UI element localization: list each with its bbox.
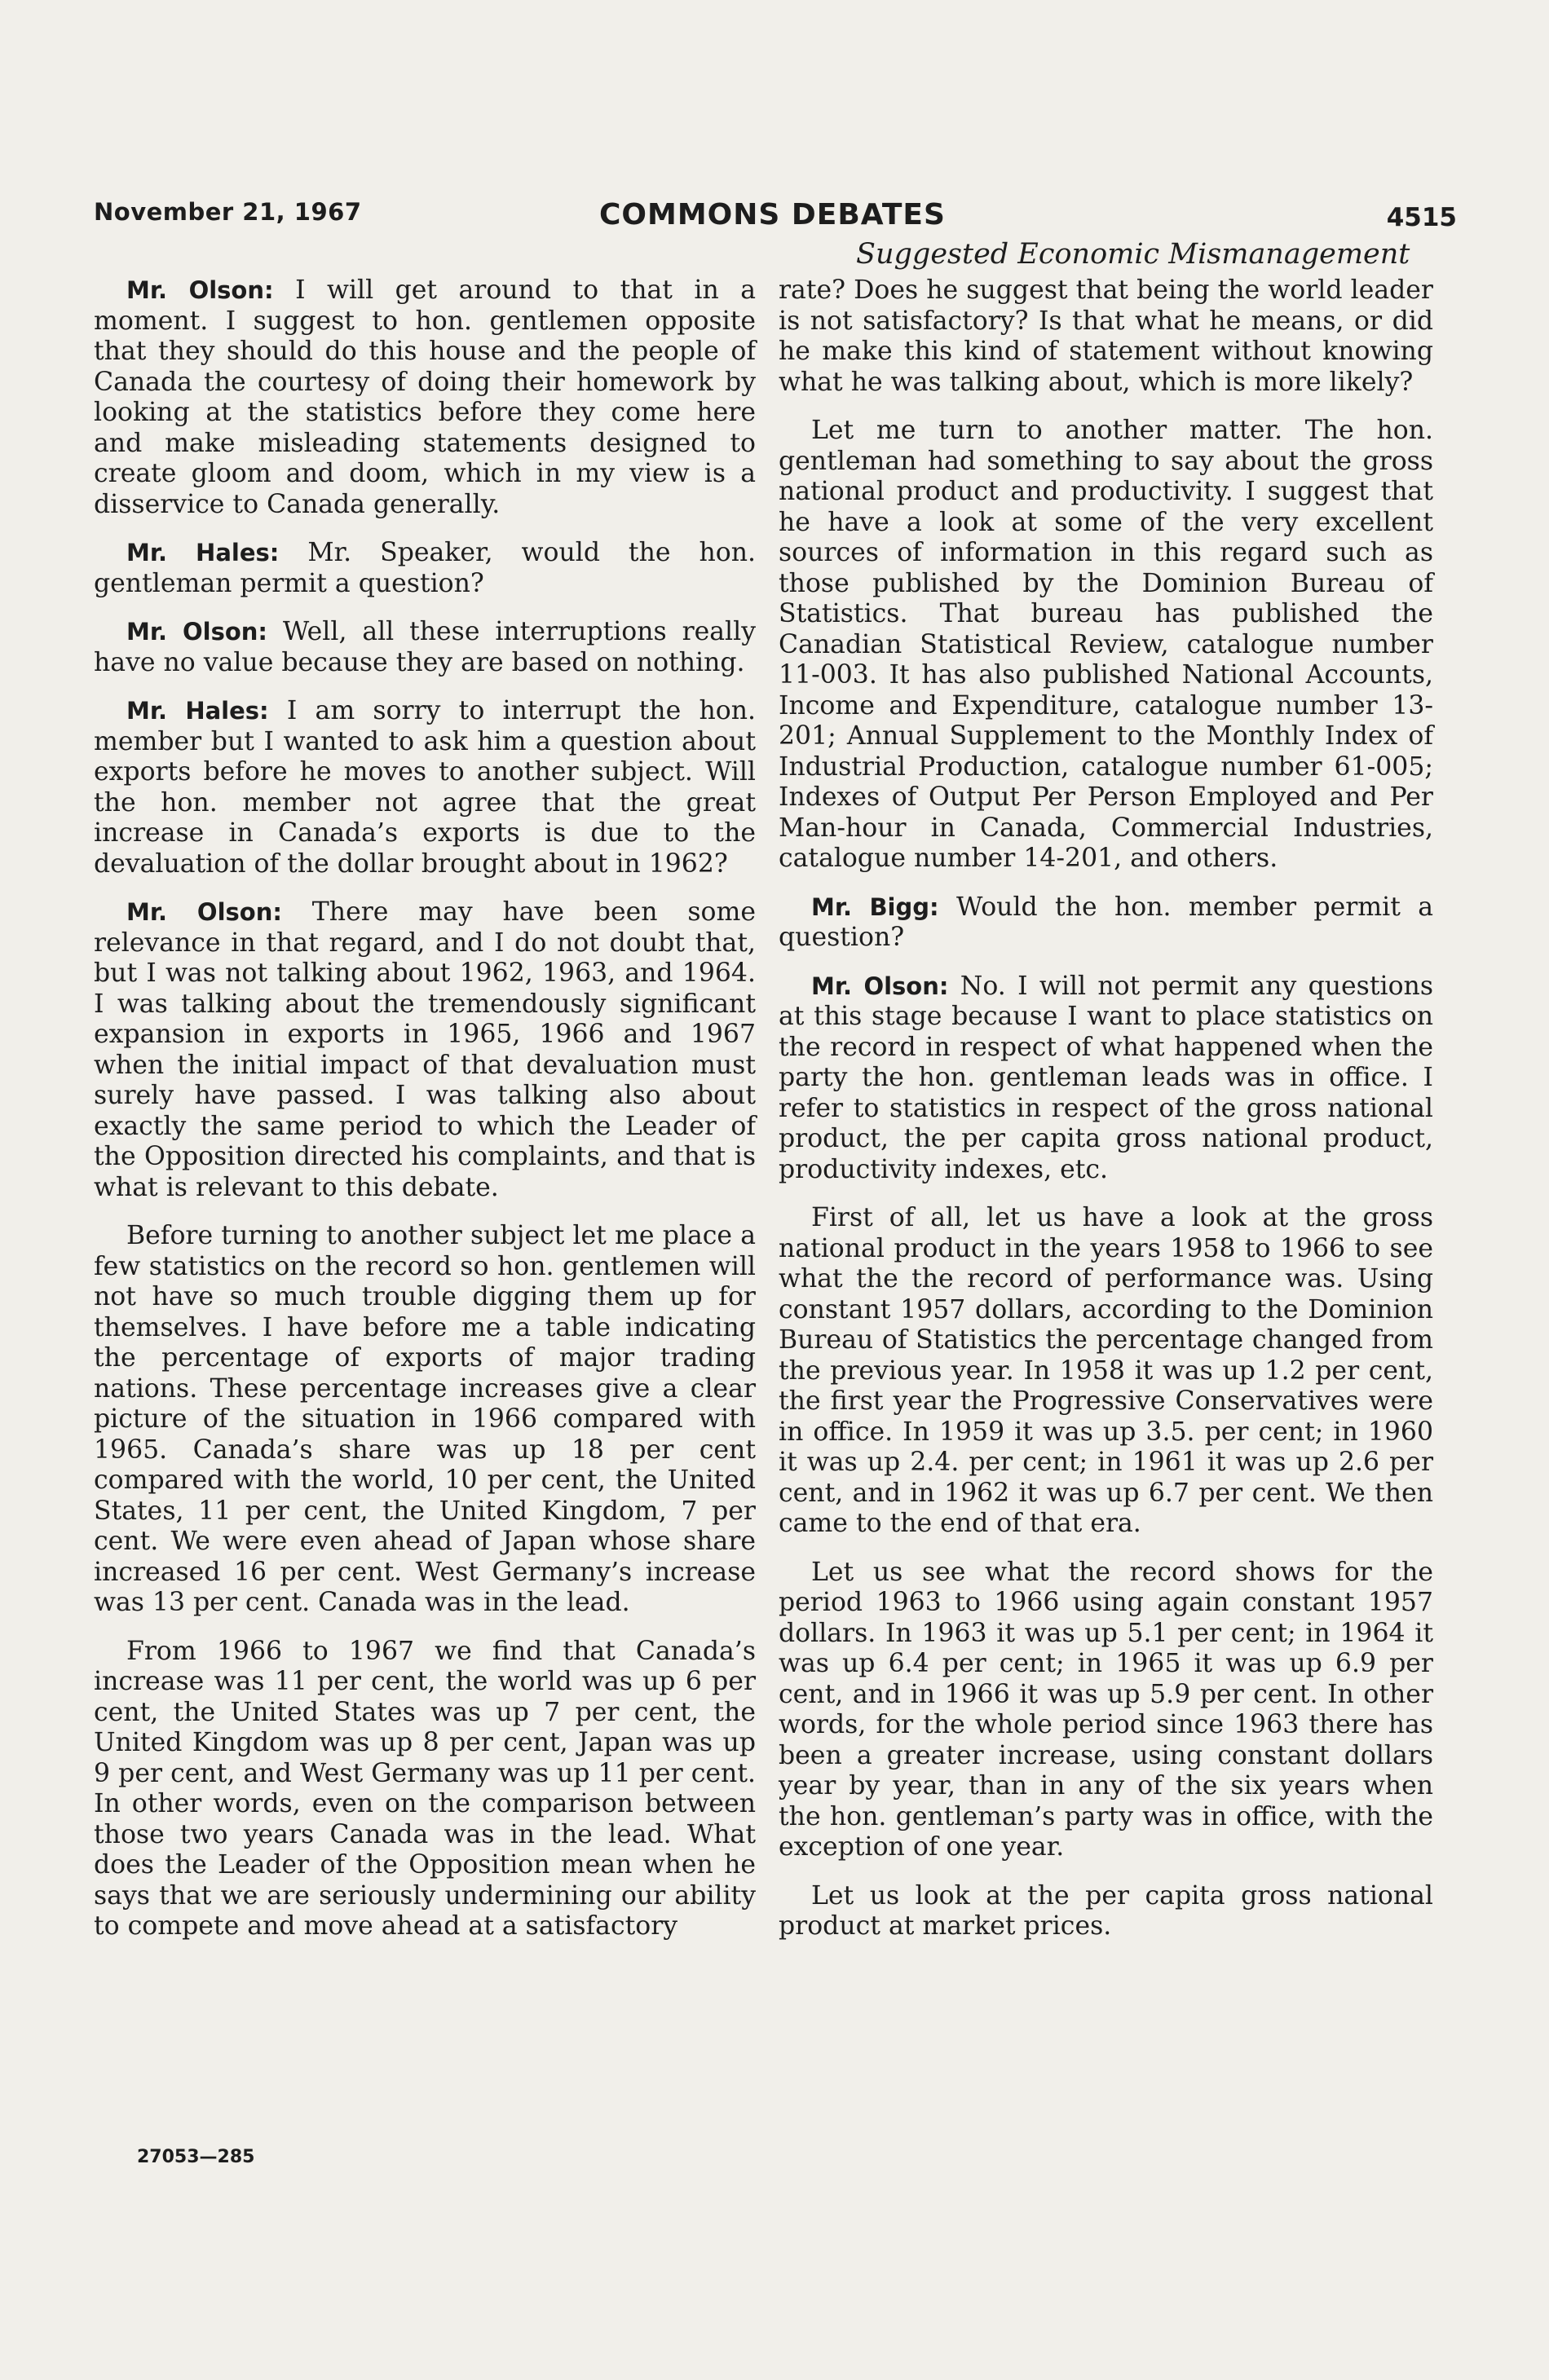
paragraph-text: Let us look at the per capita gross national product at market prices. bbox=[779, 1880, 1433, 1941]
speaker-name: Mr. Olson: bbox=[126, 618, 267, 646]
speaker-name: Mr. Bigg: bbox=[811, 892, 939, 921]
speaker-name: Mr. Hales: bbox=[126, 539, 280, 566]
paragraph-text: Before turning to another subject let me place a few statistics on the record so hon. gentlemen will not have so much trouble digging them up for themselves. I have before me a table indicating the percentage of exports of major trading nations. These percentage increases give a clear picture of the situation in 1966 compared with 1965. Canada’s share was up 18 per cent compared with the world, 10 per cent, the United States, 11 per cent, the United Kingdom, 7 per cent. We were even ahead of Japan whose share increased 16 per cent. West Germany’s increase was 13 per cent. Canada was in the lead. bbox=[94, 1221, 756, 1617]
paragraph-text: No. I will not permit any questions at this stage because I want to place statistics on the record in respect of what happened when the party the hon. gentleman leads was in office. I refer to statistics in respect of the gross national product, the per capita gross national product, productivity indexes, etc. bbox=[779, 971, 1433, 1184]
paragraph bbox=[779, 1881, 1433, 1942]
paragraph bbox=[779, 972, 1433, 1186]
page-date: November 21, 1967 bbox=[94, 198, 362, 226]
paragraph bbox=[779, 1203, 1433, 1540]
paragraph-text: I am sorry to interrupt the hon. member but I wanted to ask him a question about exports before he moves to another subject. Will the hon. member not agree that the great increase in Canada’s exports is due to the devaluation of the dollar brought about in 1962? bbox=[94, 696, 756, 879]
paragraph bbox=[779, 892, 1433, 954]
speaker-name: Mr. Olson: bbox=[126, 276, 274, 304]
speaker-name: Mr. Olson: bbox=[126, 898, 282, 926]
page-subtitle: Suggested Economic Mismanagement bbox=[856, 238, 1410, 271]
left-column bbox=[94, 275, 756, 1960]
paragraph bbox=[779, 1558, 1433, 1863]
paragraph-text: First of all, let us have a look at the gross national product in the years 1958 to 1966 to see what the the record of performance was. Using constant 1957 dollars, according to the Dominion Bureau of Statistics the percentage changed from the previous year. In 1958 it was up 1.2 per cent, the first year the Progressive Conservatives were in office. In 1959 it was up 3.5. per cent; in 1960 it was up 2.4. per cent; in 1961 it was up 2.6 per cent, and in 1962 it was up 6.7 per cent. We then came to the end of that era. bbox=[779, 1203, 1433, 1538]
paragraph bbox=[94, 1221, 756, 1619]
paragraph-text: Let me turn to another matter. The hon. gentleman had something to say about the gross national product and productivity. I suggest that he have a look at some of the very excellent sources of information in this regard such as those published by the Dominion Bureau of Statistics. That bureau has published the Canadian Statistical Review, catalogue number 11-003. It has also published National Accounts, Income and Expenditure, catalogue number 13-201; Annual Supplement to the Monthly Index of Industrial Production, catalogue number 61-005; Indexes of Output Per Person Employed and Per Man-hour in Canada, Commercial Industries, catalogue number 14-201, and others. bbox=[779, 416, 1433, 873]
paragraph bbox=[779, 275, 1433, 398]
paragraph-text: rate? Does he suggest that being the world leader is not satisfactory? Is that what he means, or did he make this kind of statement without knowing what he was talking about, which is more likely? bbox=[779, 275, 1433, 397]
paragraph bbox=[94, 538, 756, 599]
paragraph bbox=[94, 696, 756, 879]
page-title: COMMONS DEBATES bbox=[599, 198, 946, 231]
paragraph-text: Well, all these interruptions really have no value because they are based on nothing. bbox=[94, 617, 756, 677]
paragraph-text: From 1966 to 1967 we find that Canada’s increase was 11 per cent, the world was up 6 per cent, the United States was up 7 per cent, the United Kingdom was up 8 per cent, Japan was up 9 per cent, and West Germany was up 11 per cent. In other words, even on the comparison between those two years Canada was in the lead. What does the Leader of the Opposition mean when he says that we are seriously undermining our ability to compete and move ahead at a satisfactory bbox=[94, 1636, 756, 1941]
paragraph bbox=[94, 275, 756, 520]
paragraph bbox=[94, 617, 756, 678]
right-column bbox=[779, 275, 1433, 1960]
paragraph-text: Mr. Speaker, would the hon. gentleman permit a question? bbox=[94, 538, 757, 598]
paragraph-text: I will get around to that in a moment. I suggest to hon. gentlemen opposite that they should do this house and the people of Canada the courtesy of doing their homework by looking at the statistics before they come here and make misleading statements designed to create gloom and doom, which in my view is a disservice to Canada generally. bbox=[94, 275, 756, 519]
paragraph-text: Would the hon. member permit a question? bbox=[779, 892, 1433, 952]
paragraph bbox=[94, 897, 756, 1203]
paragraph bbox=[94, 1637, 756, 1942]
footer-code: 27053—285 bbox=[137, 2147, 255, 2167]
paragraph-text: Let us see what the record shows for the period 1963 to 1966 using again constant 1957 dollars. In 1963 it was up 5.1 per cent; in 1964 it was up 6.4 per cent; in 1965 it was up 6.9 per cent, and in 1966 it was up 5.9 per cent. In other words, for the whole period since 1963 there has been a greater increase, using constant dollars year by year, than in any of the six years when the hon. gentleman’s party was in office, with the exception of one year. bbox=[779, 1557, 1433, 1862]
paragraph-text: There may have been some relevance in that regard, and I do not doubt that, but I was not talking about 1962, 1963, and 1964. I was talking about the tremendously significant expansion in exports in 1965, 1966 and 1967 when the initial impact of that devaluation must surely have passed. I was talking also about exactly the same period to which the Leader of the Opposition directed his complaints, and that is what is relevant to this debate. bbox=[94, 897, 756, 1202]
paragraph bbox=[779, 416, 1433, 875]
page-number: 4515 bbox=[1386, 203, 1457, 232]
speaker-name: Mr. Hales: bbox=[126, 697, 269, 725]
speaker-name: Mr. Olson: bbox=[811, 972, 949, 1000]
